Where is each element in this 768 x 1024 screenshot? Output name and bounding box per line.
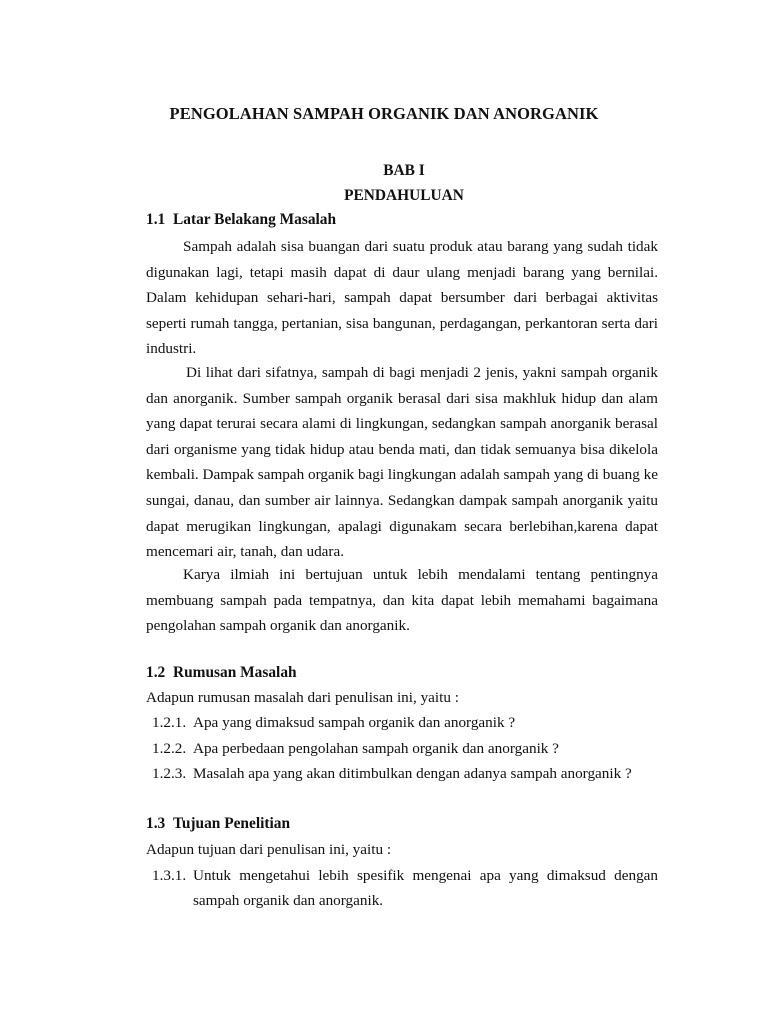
list-item [152, 863, 658, 913]
list-item-text: Masalah apa yang akan ditimbulkan dengan adanya sampah anorganik ? [193, 765, 632, 782]
list-item [152, 764, 632, 784]
chapter-number: BAB I [383, 162, 425, 179]
list-item-text: Apa yang dimaksud sampah organik dan anorganik ? [193, 714, 516, 731]
section-number: 1.3 [146, 815, 166, 832]
section-number: 1.1 [146, 211, 166, 228]
list-item [152, 739, 559, 759]
section-intro: Adapun rumusan masalah dari penulisan ini, yaitu : [146, 689, 459, 706]
paragraph-2: Di lihat dari sifatnya, sampah di bagi menjadi 2 jenis, yakni sampah organik dan anorganik. Sumber sampah organik berasal dari sisa makhluk hidup dan alam yang dapat terurai secara alami di lingkungan, sedangkan sampah anorganik berasal dari organisme yang tidak hidup atau benda mati, dan tidak semuanya bisa dikelola kembali. Dampak sampah organik bagi lingkungan adalah sampah yang di buang ke sungai, danau, dan sumber air lainnya. Sedangkan dampak sampah anorganik yaitu dapat merugikan lingkungan, apalagi digunakam secara berlebihan,karena dapat mencemari air, tanah, dan udara. [146, 364, 658, 561]
section-title: Tujuan Penelitian [173, 815, 291, 832]
section-title: Latar Belakang Masalah [173, 211, 337, 228]
document-title: PENGOLAHAN SAMPAH ORGANIK DAN ANORGANIK [169, 104, 599, 123]
section-title: Rumusan Masalah [173, 664, 297, 681]
section-intro: Adapun tujuan dari penulisan ini, yaitu : [146, 841, 392, 858]
list-item-number: 1.2.2. [152, 740, 187, 757]
section-heading-1-1 [146, 211, 336, 229]
list-item-text: Apa perbedaan pengolahan sampah organik dan anorganik ? [193, 740, 559, 757]
paragraph-3: Karya ilmiah ini bertujuan untuk lebih mendalami tentang pentingnya membuang sampah pada tempatnya, dan kita dapat lebih memahami bagaimana pengolahan sampah organik dan anorganik. [146, 566, 658, 635]
chapter-name: PENDAHULUAN [344, 187, 464, 204]
paragraph-1: Sampah adalah sisa buangan dari suatu produk atau barang yang sudah tidak digunakan lagi, tetapi masih dapat di daur ulang menjadi barang yang bernilai. Dalam kehidupan sehari-hari, sampah dapat bersumber dari berbagai aktivitas seperti rumah tangga, pertanian, sisa bangunan, perdagangan, perkantoran serta dari industri. [146, 238, 658, 358]
section-number: 1.2 [146, 664, 166, 681]
list-item-text: Untuk mengetahui lebih spesifik mengenai apa yang dimaksud dengan sampah organik dan anorganik. [193, 867, 658, 909]
list-item [152, 713, 515, 733]
list-item-number: 1.3.1. [152, 867, 187, 884]
section-heading-1-2 [146, 664, 297, 682]
section-heading-1-3 [146, 815, 290, 833]
list-item-number: 1.2.3. [152, 765, 187, 782]
list-item-number: 1.2.1. [152, 714, 187, 731]
